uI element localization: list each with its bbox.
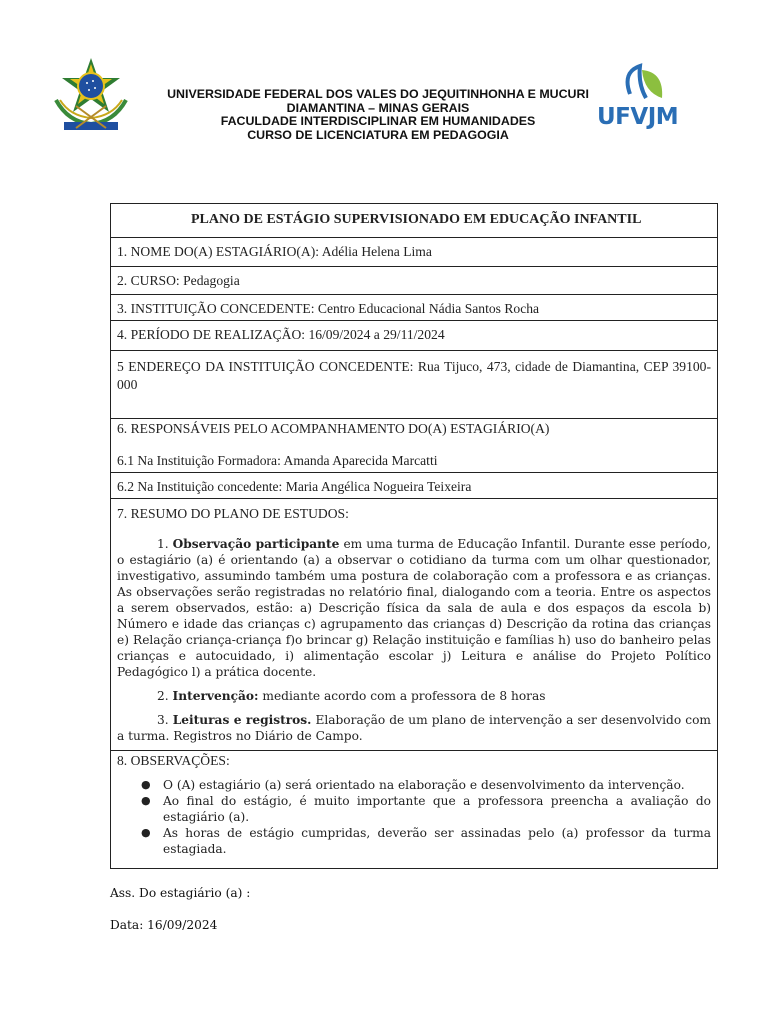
field-course	[111, 267, 718, 295]
resumo-item-intervencao: 2. Intervenção: mediante acordo com a professora de 8 horas	[157, 689, 546, 703]
observacoes-heading: 8. OBSERVAÇÕES:	[117, 753, 230, 768]
field-value: Centro Educacional Nádia Santos Rocha	[317, 301, 540, 316]
header-line-course: CURSO DE LICENCIATURA EM PEDAGOGIA	[247, 127, 509, 142]
bullet-icon: ●	[141, 778, 151, 791]
bullet-icon: ●	[141, 794, 151, 807]
field-period	[111, 321, 718, 351]
header-line-faculty: FACULDADE INTERDISCIPLINAR EM HUMANIDADES	[220, 114, 536, 128]
field-value: 16/09/2024 a 29/11/2024	[308, 327, 445, 342]
formadora-value: Amanda Aparecida Marcatti	[283, 453, 438, 468]
field-value: Pedagogia	[183, 273, 240, 288]
brazil-coat-of-arms-icon	[46, 56, 136, 136]
document-header	[40, 56, 740, 146]
field-label: 1. NOME DO(A) ESTAGIÁRIO(A):	[117, 244, 322, 259]
resumo-item-leituras: 3. Leituras e registros. Elaboração de um plano de intervenção a ser desenvolvido com a turma. Registros no Diário de Campo.	[117, 713, 711, 743]
list-item: ● Ao final do estágio, é muito importante que a professora preencha a avaliação do estagiário (a).	[141, 794, 711, 824]
resumo-body	[117, 536, 711, 744]
field-label: 3. INSTITUIÇÃO CONCEDENTE:	[117, 301, 318, 316]
formadora-label: 6.1 Na Instituição Formadora:	[117, 453, 284, 468]
field-label: 5 ENDEREÇO DA INSTITUIÇÃO CONCEDENTE:	[117, 359, 418, 374]
concedente-line	[111, 473, 718, 499]
responsaveis-heading: 6. RESPONSÁVEIS PELO ACOMPANHAMENTO DO(A) ESTAGIÁRIO(A)	[117, 421, 550, 436]
section-responsaveis	[111, 419, 718, 473]
section-observacoes	[111, 751, 718, 869]
section-resumo	[111, 499, 718, 751]
internship-plan-form	[110, 203, 718, 869]
formadora-line	[117, 453, 711, 469]
bullet-icon: ●	[141, 826, 151, 839]
field-student-name	[111, 238, 718, 267]
field-label: 2. CURSO:	[117, 273, 184, 288]
field-institution	[111, 295, 718, 321]
institution-header-text	[140, 88, 616, 142]
field-value: Rua Tijuco, 473, cidade de Diamantina, CEP 39100-000	[117, 359, 711, 392]
signature-line: Ass. Do estagiário (a) :	[110, 886, 251, 900]
concedente-label: 6.2 Na Instituição concedente:	[117, 479, 286, 494]
observacoes-list	[117, 777, 711, 857]
header-line-city: DIAMANTINA – MINAS GERAIS	[286, 100, 470, 115]
resumo-item-observacao: 1. Observação participante em uma turma de Educação Infantil. Durante esse período, o estagiário (a) é orientando (a) a observar o cotidiano da turma com um olhar questionador, investigativo, assumindo também uma postura de colaboração com a professora e as crianças. As observações serão registradas no relatório final, dialogando com a teoria. Entre os aspectos a serem observados, estão: a) Descrição física da sala de aula e dos espaços da escola b) Número e idade das crianças c) agrupamento das crianças d) Descrição da rotina das crianças e) Relação criança-criança f)o brincar g) Relação instituição e famílias h) uso do banheiro pelas crianças e autocuidado, i) alimentação escolar j) Leitura e análise do Projeto Político Pedagógico l) a prática docente.	[117, 537, 711, 679]
field-label: 4. PERÍODO DE REALIZAÇÃO:	[117, 327, 309, 342]
list-item: ● As horas de estágio cumpridas, deverão ser assinadas pelo (a) professor da turma estagiada.	[141, 826, 711, 856]
header-line-university: UNIVERSIDADE FEDERAL DOS VALES DO JEQUITINHONHA E MUCURI	[167, 87, 589, 101]
field-address	[111, 351, 718, 419]
concedente-value: Maria Angélica Nogueira Teixeira	[285, 479, 472, 494]
field-value: Adélia Helena Lima	[321, 244, 432, 259]
date-line: Data: 16/09/2024	[110, 918, 218, 932]
resumo-heading: 7. RESUMO DO PLANO DE ESTUDOS:	[117, 506, 349, 521]
ufvjm-logo-text: UFVJM	[597, 104, 679, 130]
list-item: ● O (A) estagiário (a) será orientado na elaboração e desenvolvimento da intervenção.	[141, 778, 685, 792]
form-title: PLANO DE ESTÁGIO SUPERVISIONADO EM EDUCAÇÃO INFANTIL	[111, 204, 718, 238]
